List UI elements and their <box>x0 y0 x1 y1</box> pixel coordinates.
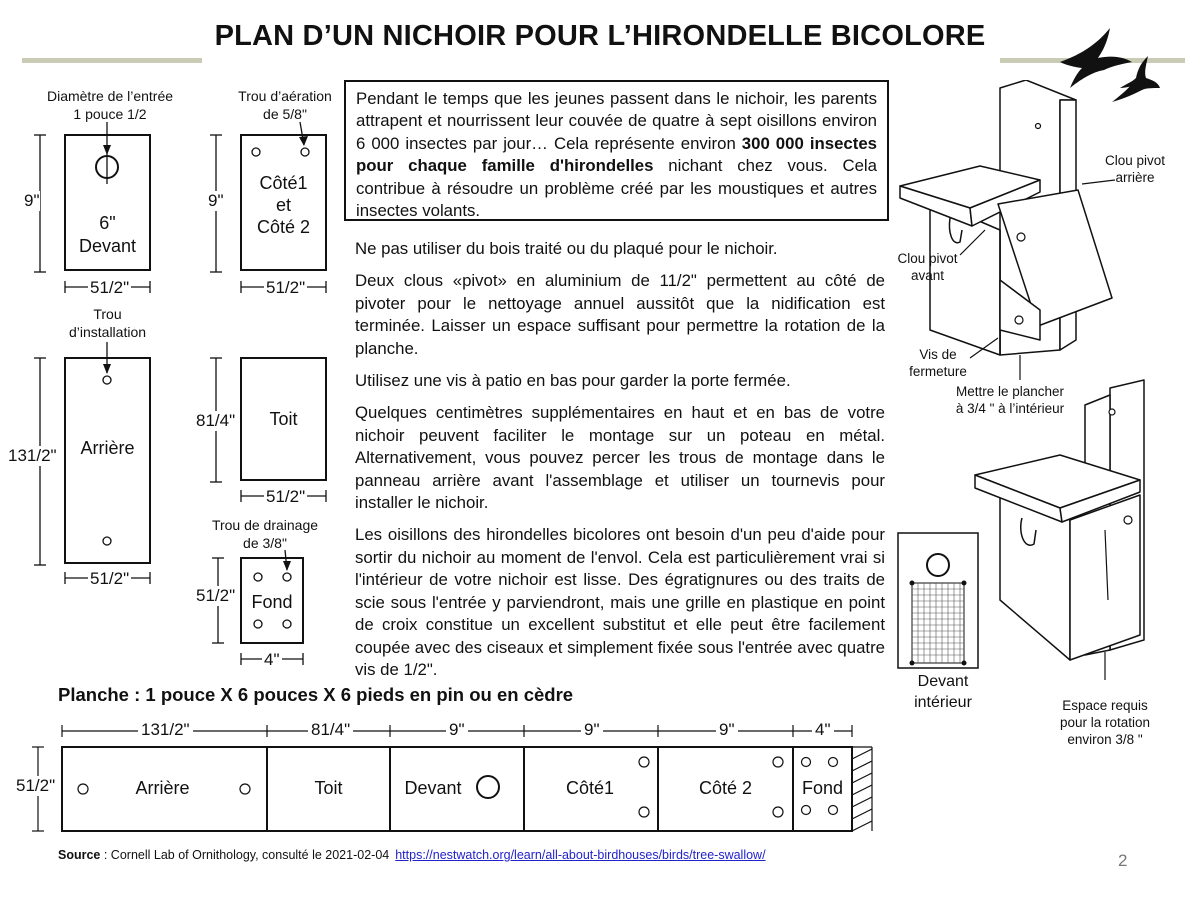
vis-fermeture-label <box>898 346 978 380</box>
paragraph-3: Utilisez une vis à patio en bas pour garder la porte fermée. <box>355 371 791 391</box>
cote-label-line3: Côté 2 <box>256 217 311 237</box>
devant-callout <box>30 87 190 123</box>
source-label: Source <box>58 848 101 862</box>
clou-pivot-avant-label <box>885 250 970 284</box>
toit-width-dim: 51/2" <box>266 487 306 506</box>
clou-pivot-arriere-line1: Clou pivot <box>1104 153 1166 168</box>
fond-height-dim: 51/2" <box>196 586 236 605</box>
arriere-mount-hole <box>103 376 111 384</box>
devant-label: Devant <box>78 236 137 256</box>
planche-label-cote1: Côté1 <box>565 778 615 798</box>
cote-callout-line1: Trou d’aération <box>238 88 332 104</box>
planche-label-toit: Toit <box>314 778 343 798</box>
planche-title: Planche : 1 pouce X 6 pouces X 6 pieds en pin ou en cèdre <box>58 684 574 705</box>
arriere-callout-line2: d’installation <box>68 324 147 340</box>
paragraph-4: Quelques centimètres supplémentaires en haut et en bas de votre nichoir peuvent faciliter le montage sur un poteau en métal. Alternativement, vous pouvez percer les trous de montage dans le panneau arrière avant l'assemblage et utiliser un tournevis pour installer le nichoir. <box>355 403 885 513</box>
fond-callout <box>200 516 330 552</box>
clou-pivot-arriere-line2: arrière <box>1115 170 1155 185</box>
espace-line2: pour la rotation <box>1059 715 1151 730</box>
fond-drain-hole <box>254 620 262 628</box>
paragraph-2: Deux clous «pivot» en aluminium de 11/2" permettent au côté de pivoter pour le nettoyage annuel aussitôt que la nidification est terminée. Laisser un espace suffisant pour permettre la rotation de la planche. <box>355 271 885 358</box>
cote-vent-hole <box>301 148 309 156</box>
cote-height-dim: 9" <box>208 191 224 210</box>
toit-label: Toit <box>269 409 298 429</box>
devant-interieur-label <box>893 671 993 713</box>
cote-callout-line2: de 5/8" <box>263 106 307 122</box>
cote-callout <box>215 87 355 123</box>
planche-label-devant: Devant <box>404 778 462 798</box>
planche-dim-cote1: 9" <box>581 720 603 740</box>
devant-size-label: 6" <box>99 213 116 233</box>
planche-dim-arriere: 131/2" <box>138 720 193 740</box>
cote-label <box>241 172 326 238</box>
paragraph-5: Les oisillons des hirondelles bicolores ont besoin d'un peu d'aide pour sortir du nichoir au moment de l'envol. Cela est particulièrement vrai si l'intérieur de votre nichoir est lisse. Des égratignures ou des traits de scie sous l'entrée y parviendront, mais une grille en plastique en point de croix constitue un excellent substitut et elle peut être facilement coupée avec des ciseaux et simplement fixée sous l'entrée avec quatre vis de 1/2". <box>355 525 885 679</box>
plancher-label <box>940 383 1080 417</box>
devant-interieur-line1: Devant <box>917 673 969 690</box>
devant-callout-line2: 1 pouce 1/2 <box>73 106 147 122</box>
espace-line3: environ 3/8 " <box>1067 732 1143 747</box>
espace-label <box>1040 697 1170 748</box>
clou-pivot-avant-line1: Clou pivot <box>897 251 958 266</box>
vis-fermeture-line1: Vis de <box>919 347 957 362</box>
arriere-callout <box>50 305 165 341</box>
arriere-mount-hole <box>103 537 111 545</box>
paragraph-1: Ne pas utiliser du bois traité ou du plaqué pour le nichoir. <box>355 239 778 258</box>
instructions <box>355 238 885 691</box>
fond-width-dim: 4" <box>264 650 280 669</box>
source-text: : Cornell Lab of Ornithology, consulté le 2021-02-04 <box>100 848 390 862</box>
devant-interieur-line2: intérieur <box>914 694 972 711</box>
fond-callout-line2: de 3/8" <box>243 535 287 551</box>
clou-pivot-arriere-label <box>1085 152 1185 186</box>
vis-fermeture-line2: fermeture <box>909 364 967 379</box>
devant-height-dim: 9" <box>24 191 40 210</box>
devant-callout-line1: Diamètre de l’entrée <box>46 88 174 104</box>
cote-width-dim: 51/2" <box>266 278 306 297</box>
clou-pivot-avant-line2: avant <box>910 268 945 283</box>
arriere-board <box>65 358 150 563</box>
arriere-height-dim: 131/2" <box>8 446 57 465</box>
page-number: 2 <box>1118 851 1128 870</box>
source-link[interactable]: https://nestwatch.org/learn/all-about-birdhouses/birds/tree-swallow/ <box>395 848 766 862</box>
toit-height-dim: 81/4" <box>196 411 236 430</box>
espace-line1: Espace requis <box>1062 698 1148 713</box>
planche-dim-devant: 9" <box>446 720 468 740</box>
plancher-line1: Mettre le plancher <box>955 384 1065 399</box>
source-line <box>58 848 766 862</box>
fond-label: Fond <box>251 592 293 612</box>
cote-label-line2: et <box>275 195 291 215</box>
planche-label-cote2: Côté 2 <box>698 778 753 798</box>
fond-drain-hole <box>254 573 262 581</box>
planche-dim-toit: 81/4" <box>308 720 353 740</box>
intro-box <box>344 80 889 221</box>
fond-drain-hole <box>283 620 291 628</box>
cote-vent-hole <box>252 148 260 156</box>
fond-callout-line1: Trou de drainage <box>211 517 319 533</box>
devant-width-dim: 51/2" <box>90 278 130 297</box>
arriere-callout-line1: Trou <box>93 306 122 322</box>
arriere-width-dim: 51/2" <box>90 569 130 588</box>
planche-height-dim: 51/2" <box>16 776 56 795</box>
fond-drain-hole <box>283 573 291 581</box>
planche-label-fond: Fond <box>801 778 844 798</box>
intro-text-1: Pendant le temps que les jeunes passent dans le nichoir, les parents attrapent et nourrissent leur couvée de quatre à sept oisillons environ 6 000 insectes par jour… Cela représente environ <box>356 89 877 153</box>
intro-text-2: nichant chez vous. Cela contribue à résoudre un problème créé par les moustiques et autres insectes volants. <box>356 156 877 221</box>
plancher-line2: à 3/4 " à l’intérieur <box>955 401 1065 416</box>
page-title: PLAN D’UN NICHOIR POUR L’HIRONDELLE BICOLORE <box>214 20 986 52</box>
planche-dim-fond: 4" <box>812 720 834 740</box>
arriere-label: Arrière <box>80 438 135 458</box>
devant-interieur-panel <box>898 533 978 668</box>
planche-dim-cote2: 9" <box>716 720 738 740</box>
planche-label-arriere: Arrière <box>135 778 190 798</box>
intro-text-bold: 300 000 insectes pour chaque famille d'hirondelles <box>356 133 877 176</box>
cote-label-line1: Côté1 <box>259 173 308 193</box>
